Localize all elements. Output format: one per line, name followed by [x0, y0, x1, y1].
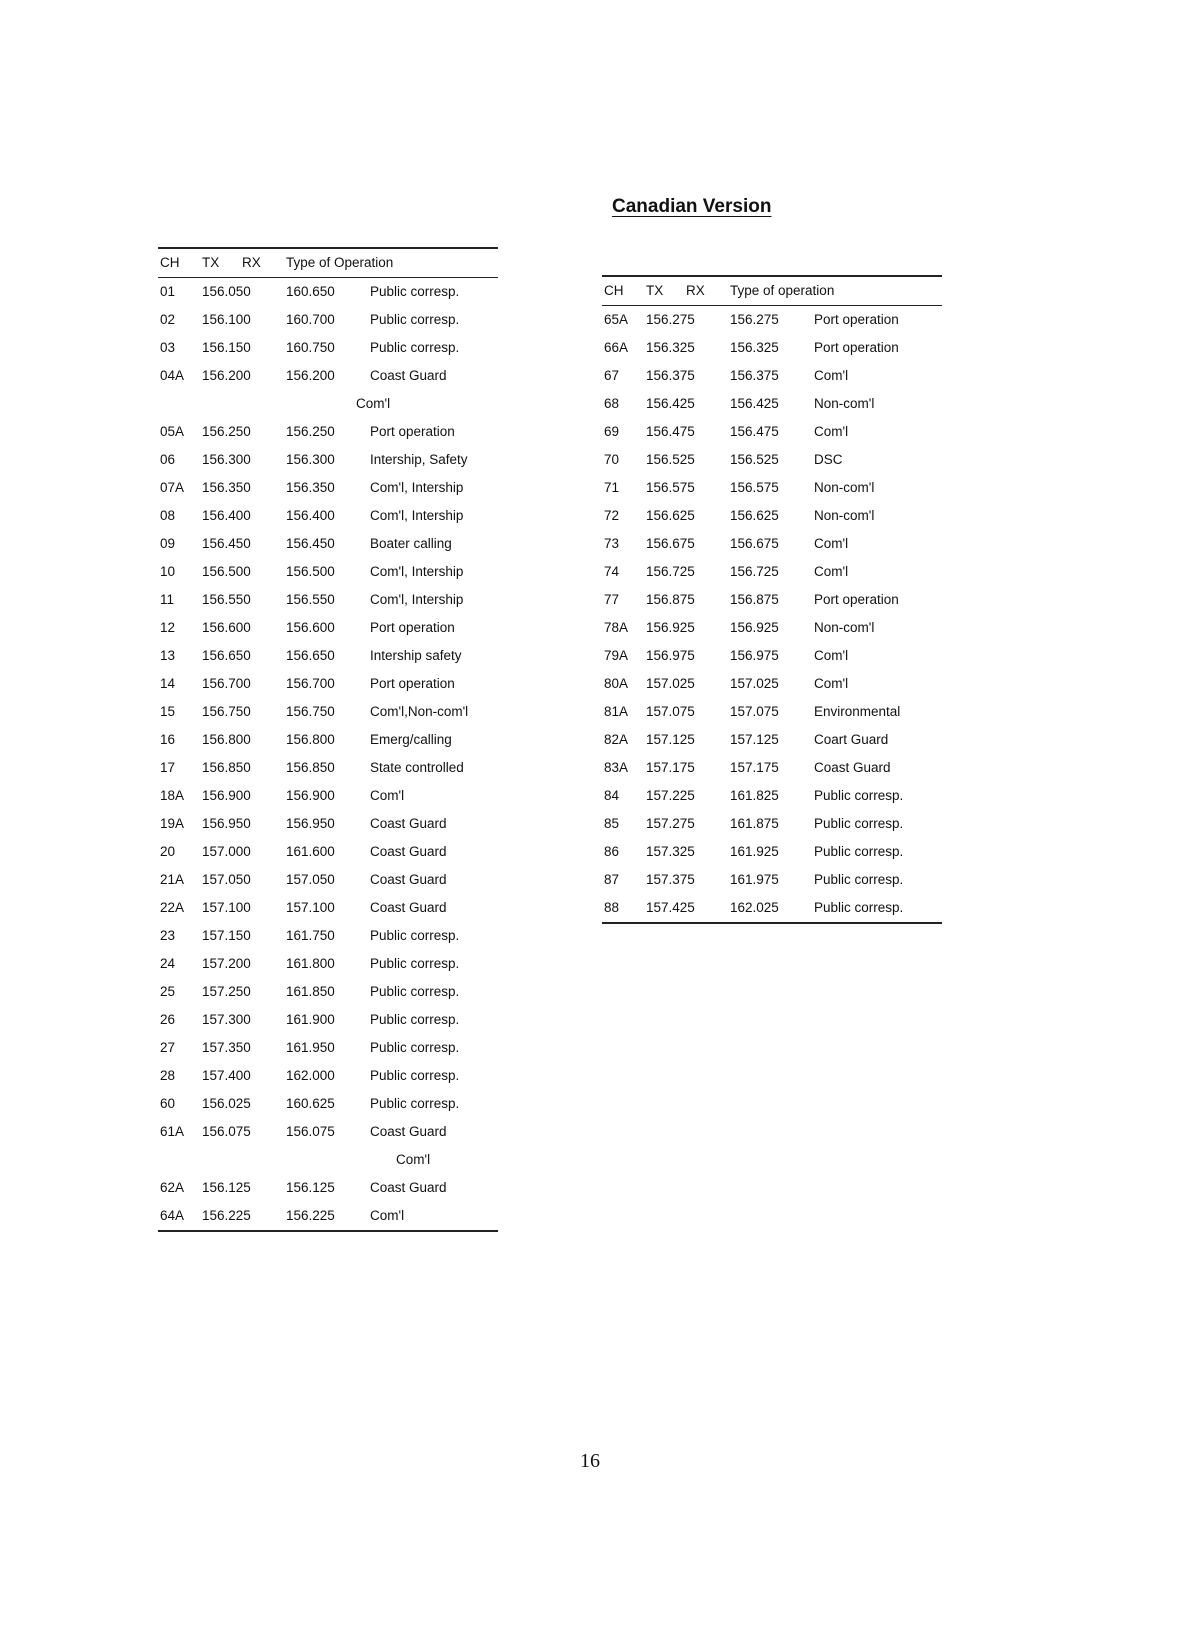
table-row — [158, 642, 498, 670]
cell-ch: 66A — [604, 340, 629, 355]
cell-tx: 157.325 — [646, 844, 695, 859]
table-row — [158, 866, 498, 894]
cell-ch: 04A — [160, 368, 185, 383]
cell-type: Public corresp. — [814, 900, 904, 915]
cell-type: Public corresp. — [370, 1096, 460, 1111]
cell-ch: 69 — [604, 424, 620, 439]
cell-tx: 156.525 — [646, 452, 695, 467]
cell-type: Public corresp. — [814, 872, 904, 887]
cell-type: Com'l, Intership — [370, 508, 464, 523]
cell-ch: 09 — [160, 536, 176, 551]
cell-rx: 156.700 — [286, 676, 335, 691]
table-row — [158, 502, 498, 530]
cell-rx: 161.825 — [730, 788, 779, 803]
cell-type: Coast Guard — [370, 816, 447, 831]
header-rx: RX — [242, 255, 261, 270]
cell-ch: 27 — [160, 1040, 176, 1055]
cell-rx: 157.050 — [286, 872, 335, 887]
cell-type: Public corresp. — [814, 844, 904, 859]
page-title: Canadian Version — [612, 196, 772, 217]
table-row — [158, 698, 498, 726]
cell-ch: 15 — [160, 704, 176, 719]
cell-rx: 156.075 — [286, 1124, 335, 1139]
table-row — [602, 642, 942, 670]
table-row — [602, 418, 942, 446]
table-row — [602, 670, 942, 698]
cell-type: DSC — [814, 452, 843, 467]
cell-rx: 156.225 — [286, 1208, 335, 1223]
cell-rx: 162.025 — [730, 900, 779, 915]
cell-type: Coast Guard — [370, 1124, 447, 1139]
cell-ch: 01 — [160, 284, 176, 299]
cell-rx: 161.750 — [286, 928, 335, 943]
table-row — [602, 754, 942, 782]
cell-type: Coast Guard — [370, 900, 447, 915]
table-row — [602, 362, 942, 390]
table-row — [602, 866, 942, 894]
cell-tx: 156.725 — [646, 564, 695, 579]
cell-tx: 156.275 — [646, 312, 695, 327]
cell-type: Com'l — [814, 648, 849, 663]
cell-tx: 156.700 — [202, 676, 251, 691]
cell-ch: 70 — [604, 452, 620, 467]
cell-rx: 156.900 — [286, 788, 335, 803]
cell-type: Public corresp. — [370, 1040, 460, 1055]
cell-tx: 157.175 — [646, 760, 695, 775]
cell-rx: 157.025 — [730, 676, 779, 691]
cell-tx: 156.250 — [202, 424, 251, 439]
table-row — [158, 474, 498, 502]
cell-rx: 156.275 — [730, 312, 779, 327]
cell-type: Boater calling — [370, 536, 452, 551]
cell-type: Coast Guard — [370, 368, 447, 383]
cell-tx: 156.675 — [646, 536, 695, 551]
cell-type: Coast Guard — [814, 760, 891, 775]
cell-rx: 161.925 — [730, 844, 779, 859]
cell-type: Com'l,Non-com'l — [370, 704, 469, 719]
cell-ch: 67 — [604, 368, 620, 383]
cell-tx: 157.100 — [202, 900, 251, 915]
cell-rx: 156.750 — [286, 704, 335, 719]
table-row — [158, 754, 498, 782]
cell-rx: 156.950 — [286, 816, 335, 831]
cell-type: Public corresp. — [370, 312, 460, 327]
cell-type: Public corresp. — [370, 340, 460, 355]
cell-type: Public corresp. — [370, 1012, 460, 1027]
cell-ch: 19A — [160, 816, 185, 831]
cell-ch: 84 — [604, 788, 620, 803]
cell-ch: 87 — [604, 872, 620, 887]
cell-type: State controlled — [370, 760, 464, 775]
cell-tx: 156.325 — [646, 340, 695, 355]
cell-rx: 160.625 — [286, 1096, 335, 1111]
cell-tx: 156.375 — [646, 368, 695, 383]
cell-ch: 08 — [160, 508, 176, 523]
cell-ch: 61A — [160, 1124, 185, 1139]
cell-ch: 71 — [604, 480, 620, 495]
table-row — [158, 810, 498, 838]
cell-rx: 161.975 — [730, 872, 779, 887]
cell-ch: 03 — [160, 340, 176, 355]
cell-ch: 81A — [604, 704, 629, 719]
table-header — [158, 249, 498, 278]
cell-type: Com'l — [814, 564, 849, 579]
cell-tx: 156.050 — [202, 284, 251, 299]
cell-tx: 157.375 — [646, 872, 695, 887]
cell-type: Com'l, Intership — [370, 480, 464, 495]
cell-rx: 157.125 — [730, 732, 779, 747]
table-row — [602, 782, 942, 810]
cell-ch: 23 — [160, 928, 176, 943]
cell-rx: 156.375 — [730, 368, 779, 383]
table-row — [602, 838, 942, 866]
cell-ch: 11 — [160, 592, 175, 607]
table-row — [602, 446, 942, 474]
cell-ch: 65A — [604, 312, 629, 327]
table-row — [158, 1146, 498, 1174]
table-row — [602, 502, 942, 530]
cell-ch: 13 — [160, 648, 176, 663]
cell-ch: 26 — [160, 1012, 176, 1027]
cell-ch: 25 — [160, 984, 176, 999]
table-row — [158, 530, 498, 558]
cell-rx: 160.700 — [286, 312, 335, 327]
cell-rx: 161.850 — [286, 984, 335, 999]
cell-type: Com'l, Intership — [370, 564, 464, 579]
cell-tx: 156.025 — [202, 1096, 251, 1111]
cell-rx: 156.125 — [286, 1180, 335, 1195]
cell-type: Port operation — [814, 592, 899, 607]
cell-rx: 156.550 — [286, 592, 335, 607]
cell-ch: 24 — [160, 956, 176, 971]
table-row — [158, 838, 498, 866]
table-row — [158, 978, 498, 1006]
table-row — [602, 306, 942, 334]
table-row — [602, 586, 942, 614]
cell-rx: 156.475 — [730, 424, 779, 439]
cell-rx: 156.800 — [286, 732, 335, 747]
cell-tx: 157.200 — [202, 956, 251, 971]
header-rx: RX — [686, 283, 705, 298]
cell-ch: 64A — [160, 1208, 185, 1223]
cell-tx: 156.450 — [202, 536, 251, 551]
header-tx: TX — [646, 283, 664, 298]
cell-type: Public corresp. — [814, 816, 904, 831]
cell-tx: 156.625 — [646, 508, 695, 523]
cell-type: Public corresp. — [370, 928, 460, 943]
cell-type: Com'l — [814, 368, 849, 383]
table-row — [158, 782, 498, 810]
cell-tx: 156.800 — [202, 732, 251, 747]
cell-tx: 156.150 — [202, 340, 251, 355]
table-row — [158, 1118, 498, 1146]
cell-type: Environmental — [814, 704, 901, 719]
cell-tx: 156.100 — [202, 312, 251, 327]
cell-rx: 156.575 — [730, 480, 779, 495]
cell-tx: 157.075 — [646, 704, 695, 719]
cell-ch: 78A — [604, 620, 629, 635]
cell-rx: 156.350 — [286, 480, 335, 495]
cell-tx: 156.875 — [646, 592, 695, 607]
table-row — [602, 894, 942, 922]
cell-tx: 156.400 — [202, 508, 251, 523]
cell-type: Non-com'l — [814, 508, 875, 523]
cell-type: Emerg/calling — [370, 732, 452, 747]
table-row — [158, 950, 498, 978]
cell-type: Coart Guard — [814, 732, 889, 747]
cell-tx: 157.150 — [202, 928, 251, 943]
cell-type: Port operation — [370, 620, 455, 635]
cell-rx: 161.900 — [286, 1012, 335, 1027]
cell-ch: 17 — [160, 760, 176, 775]
cell-type: Com'l — [370, 1208, 405, 1223]
cell-tx: 157.000 — [202, 844, 251, 859]
table-row — [158, 362, 498, 390]
cell-tx: 157.225 — [646, 788, 695, 803]
cell-ch: 88 — [604, 900, 620, 915]
cell-type: Com'l — [814, 536, 849, 551]
cell-tx: 157.025 — [646, 676, 695, 691]
cell-type: Coast Guard — [370, 844, 447, 859]
cell-ch: 18A — [160, 788, 185, 803]
table-row — [158, 922, 498, 950]
cell-rx: 156.675 — [730, 536, 779, 551]
table-row — [158, 306, 498, 334]
cell-ch: 68 — [604, 396, 620, 411]
cell-rx: 156.300 — [286, 452, 335, 467]
cell-type: Non-com'l — [814, 480, 875, 495]
cell-type: Coast Guard — [370, 1180, 447, 1195]
table-row — [158, 1062, 498, 1090]
cell-rx: 156.600 — [286, 620, 335, 635]
cell-tx: 157.425 — [646, 900, 695, 915]
cell-tx: 156.600 — [202, 620, 251, 635]
cell-rx: 157.075 — [730, 704, 779, 719]
table-row — [158, 1202, 498, 1230]
cell-rx: 156.450 — [286, 536, 335, 551]
table-row — [158, 446, 498, 474]
cell-rx: 157.100 — [286, 900, 335, 915]
table-header — [602, 277, 942, 306]
table-row — [602, 810, 942, 838]
cell-type: Port operation — [814, 312, 899, 327]
page-number: 16 — [580, 1450, 600, 1472]
cell-ch: 74 — [604, 564, 620, 579]
table-row — [602, 698, 942, 726]
cell-type: Public corresp. — [814, 788, 904, 803]
cell-type: Public corresp. — [370, 956, 460, 971]
cell-ch: 16 — [160, 732, 176, 747]
cell-rx: 161.800 — [286, 956, 335, 971]
cell-rx: 156.925 — [730, 620, 779, 635]
table-row — [158, 726, 498, 754]
table-row — [602, 390, 942, 418]
table-row — [602, 334, 942, 362]
cell-type-continuation: Com'l — [356, 396, 391, 411]
cell-tx: 157.350 — [202, 1040, 251, 1055]
cell-tx: 156.225 — [202, 1208, 251, 1223]
cell-type: Public corresp. — [370, 284, 460, 299]
cell-type-continuation: Com'l — [396, 1152, 431, 1167]
cell-tx: 156.550 — [202, 592, 251, 607]
cell-ch: 80A — [604, 676, 629, 691]
table-row — [158, 670, 498, 698]
cell-type: Public corresp. — [370, 1068, 460, 1083]
cell-rx: 156.975 — [730, 648, 779, 663]
header-type: Type of operation — [730, 283, 835, 298]
table-row — [602, 530, 942, 558]
cell-type: Non-com'l — [814, 620, 875, 635]
cell-type: Public corresp. — [370, 984, 460, 999]
table-row — [158, 278, 498, 306]
cell-tx: 156.075 — [202, 1124, 251, 1139]
cell-rx: 162.000 — [286, 1068, 335, 1083]
cell-ch: 22A — [160, 900, 185, 915]
cell-tx: 156.850 — [202, 760, 251, 775]
cell-ch: 85 — [604, 816, 620, 831]
cell-rx: 161.950 — [286, 1040, 335, 1055]
cell-type: Com'l — [814, 424, 849, 439]
cell-ch: 86 — [604, 844, 620, 859]
cell-tx: 156.925 — [646, 620, 695, 635]
table-row — [158, 1174, 498, 1202]
cell-tx: 156.475 — [646, 424, 695, 439]
cell-ch: 12 — [160, 620, 176, 635]
cell-tx: 157.050 — [202, 872, 251, 887]
cell-ch: 62A — [160, 1180, 185, 1195]
cell-type: Com'l — [814, 676, 849, 691]
cell-rx: 156.200 — [286, 368, 335, 383]
cell-ch: 72 — [604, 508, 620, 523]
table-row — [158, 1034, 498, 1062]
cell-rx: 156.850 — [286, 760, 335, 775]
cell-tx: 156.650 — [202, 648, 251, 663]
cell-rx: 156.525 — [730, 452, 779, 467]
cell-rx: 156.400 — [286, 508, 335, 523]
cell-ch: 06 — [160, 452, 176, 467]
table-row — [158, 558, 498, 586]
cell-rx: 156.625 — [730, 508, 779, 523]
cell-ch: 77 — [604, 592, 620, 607]
cell-type: Com'l, Intership — [370, 592, 464, 607]
cell-ch: 82A — [604, 732, 629, 747]
cell-tx: 156.350 — [202, 480, 251, 495]
cell-rx: 156.425 — [730, 396, 779, 411]
cell-type: Intership, Safety — [370, 452, 468, 467]
header-tx: TX — [202, 255, 220, 270]
left-channel-table — [158, 247, 498, 1232]
cell-ch: 02 — [160, 312, 176, 327]
cell-tx: 156.975 — [646, 648, 695, 663]
cell-type: Port operation — [814, 340, 899, 355]
cell-tx: 157.250 — [202, 984, 251, 999]
cell-rx: 160.750 — [286, 340, 335, 355]
cell-tx: 156.500 — [202, 564, 251, 579]
cell-type: Port operation — [370, 424, 455, 439]
cell-type: Com'l — [370, 788, 405, 803]
cell-type: Coast Guard — [370, 872, 447, 887]
cell-ch: 79A — [604, 648, 629, 663]
cell-ch: 28 — [160, 1068, 176, 1083]
table-row — [158, 614, 498, 642]
cell-rx: 161.600 — [286, 844, 335, 859]
cell-rx: 156.325 — [730, 340, 779, 355]
table-row — [158, 334, 498, 362]
header-ch: CH — [604, 283, 624, 298]
cell-tx: 156.750 — [202, 704, 251, 719]
cell-ch: 10 — [160, 564, 176, 579]
cell-tx: 157.300 — [202, 1012, 251, 1027]
cell-ch: 60 — [160, 1096, 176, 1111]
table-row — [158, 894, 498, 922]
cell-rx: 156.725 — [730, 564, 779, 579]
cell-tx: 156.300 — [202, 452, 251, 467]
right-channel-table — [602, 275, 942, 924]
cell-tx: 157.275 — [646, 816, 695, 831]
cell-ch: 73 — [604, 536, 620, 551]
cell-type: Non-com'l — [814, 396, 875, 411]
cell-tx: 156.200 — [202, 368, 251, 383]
cell-rx: 160.650 — [286, 284, 335, 299]
table-row — [158, 586, 498, 614]
cell-ch: 14 — [160, 676, 176, 691]
cell-rx: 156.250 — [286, 424, 335, 439]
header-ch: CH — [160, 255, 180, 270]
cell-ch: 21A — [160, 872, 185, 887]
cell-type: Intership safety — [370, 648, 462, 663]
cell-tx: 156.950 — [202, 816, 251, 831]
cell-tx: 156.575 — [646, 480, 695, 495]
cell-ch: 20 — [160, 844, 176, 859]
cell-rx: 156.875 — [730, 592, 779, 607]
cell-tx: 156.425 — [646, 396, 695, 411]
table-row — [158, 1006, 498, 1034]
cell-tx: 156.900 — [202, 788, 251, 803]
cell-ch: 07A — [160, 480, 185, 495]
table-row — [602, 614, 942, 642]
cell-rx: 156.650 — [286, 648, 335, 663]
table-row — [602, 474, 942, 502]
header-type: Type of Operation — [286, 255, 394, 270]
cell-type: Port operation — [370, 676, 455, 691]
cell-tx: 156.125 — [202, 1180, 251, 1195]
cell-rx: 156.500 — [286, 564, 335, 579]
cell-ch: 83A — [604, 760, 629, 775]
table-row — [602, 726, 942, 754]
table-row — [158, 390, 498, 418]
cell-ch: 05A — [160, 424, 185, 439]
table-row — [602, 558, 942, 586]
cell-rx: 161.875 — [730, 816, 779, 831]
table-row — [158, 418, 498, 446]
cell-tx: 157.400 — [202, 1068, 251, 1083]
cell-tx: 157.125 — [646, 732, 695, 747]
table-row — [158, 1090, 498, 1118]
cell-rx: 157.175 — [730, 760, 779, 775]
